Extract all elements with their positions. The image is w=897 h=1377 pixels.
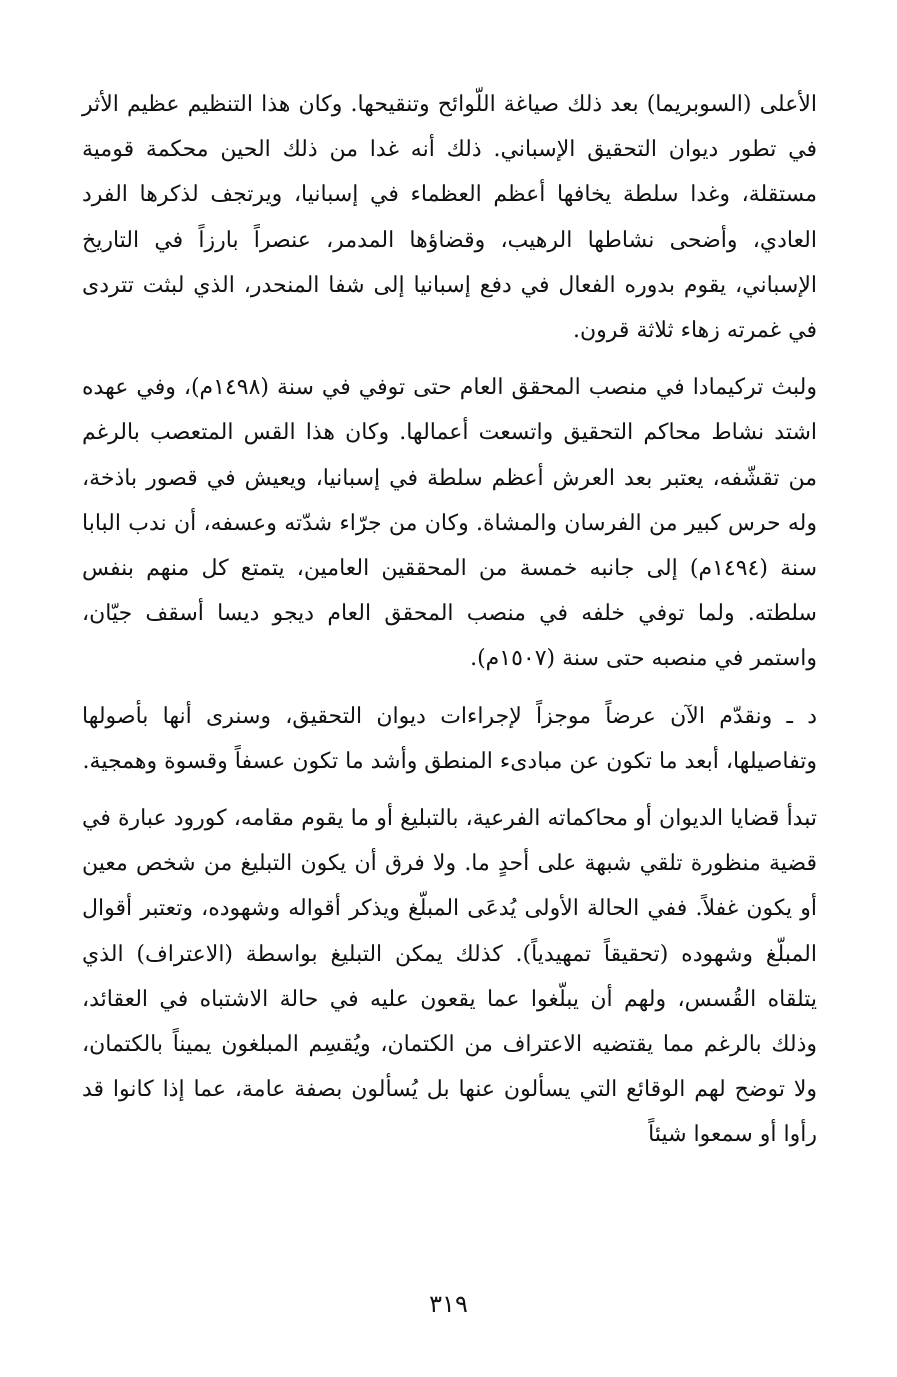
page-number: ٣١٩	[429, 1290, 468, 1318]
paragraph-4: تبدأ قضايا الديوان أو محاكماته الفرعية، بالتبليغ أو ما يقوم مقامه، كورود عبارة في قضية منظورة تلقي شبهة على أحدٍ ما. ولا فرق أن يكون التبليغ من شخص معين أو يكون غفلاً. ففي الحالة الأولى يُدعَى المبلّغ ويذكر أقواله وشهوده، وتعتبر أقوال المبلّغ وشهوده (تحقيقاً تمهيدياً). كذلك يمكن التبليغ بواسطة (الاعتراف) الذي يتلقاه القُسس، ولهم أن يبلّغوا عما يقعون عليه في حالة الاشتباه في العقائد، وذلك بالرغم مما يقتضيه الاعتراف من الكتمان، ويُقسِم المبلغون يميناً بالكتمان، ولا توضح لهم الوقائع التي يسألون عنها بل يُسألون بصفة عامة، عما إذا كانوا قد رأوا أو سمعوا شيئاً	[82, 806, 817, 1148]
paragraph-1: الأعلى (السوبريما) بعد ذلك صياغة اللّوائح وتنقيحها. وكان هذا التنظيم عظيم الأثر في تطور ديوان التحقيق الإسباني. ذلك أنه غدا من ذلك الحين محكمة قومية مستقلة، وغدا سلطة يخافها أعظم العظماء في إسبانيا، ويرتجف لذكرها الفرد العادي، وأضحى نشاطها الرهيب، وقضاؤها المدمر، عنصراً بارزاً في التاريخ الإسباني، يقوم بدوره الفعال في دفع إسبانيا إلى شفا المنحدر، الذي لبثت تتردى في غمرته زهاء ثلاثة قرون.	[82, 92, 817, 344]
paragraph-2: ولبث تركيمادا في منصب المحقق العام حتى توفي في سنة (١٤٩٨م)، وفي عهده اشتد نشاط محاكم التحقيق واتسعت أعمالها. وكان هذا القس المتعصب بالرغم من تقشّفه، يعتبر بعد العرش أعظم سلطة في إسبانيا، ويعيش في قصور باذخة، وله حرس كبير من الفرسان والمشاة. وكان من جرّاء شدّته وعسفه، أن ندب البابا سنة (١٤٩٤م) إلى جانبه خمسة من المحققين العامين، يتمتع كل منهم بنفس سلطته. ولما توفي خلفه في منصب المحقق العام ديجو ديسا أسقف جيّان، واستمر في منصبه حتى سنة (١٥٠٧م).	[82, 375, 817, 672]
paragraph-3: د ـ ونقدّم الآن عرضاً موجزاً لإجراءات ديوان التحقيق، وسنرى أنها بأصولها وتفاصيلها، أبعد ما تكون عن مبادىء المنطق وأشد ما تكون عسفاً وقسوة وهمجية.	[82, 703, 817, 774]
page-body	[82, 82, 817, 1158]
